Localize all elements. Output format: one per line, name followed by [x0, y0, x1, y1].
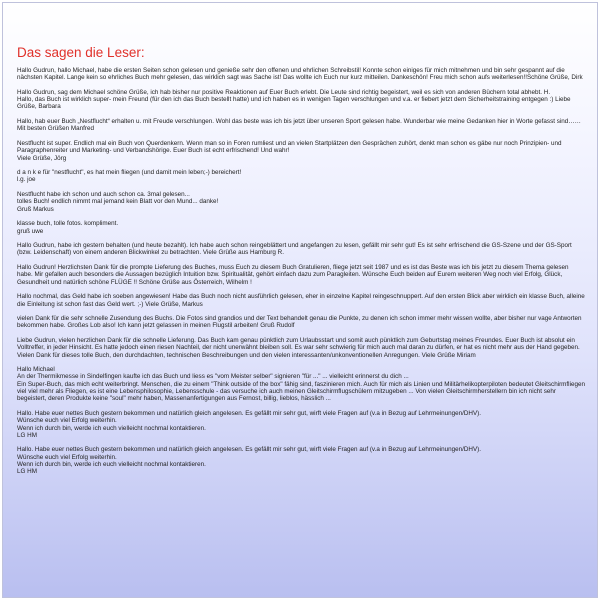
reader-review	[17, 410, 585, 439]
review-text-line: klasse buch, tolle fotos. kompliment.	[17, 220, 119, 228]
review-text-line: Hallo Gudrun, hallo Michael, habe die ersten Seiten schon gelesen und genieße sehr den offenen und ehrlichen Schreibstil! Konnte schon einiges für mich mitnehmen und bin sehr gespannt auf die nächsten Kapitel. Lange kein so ehrliches Buch mehr gelesen, das wirklich sagt was Sache ist! Das wollte ich Euch nur kurz mitteilen. Dankeschön! Freu mich schon aufs weiterlesen!!Schöne Grüße, Dirk	[17, 67, 583, 82]
reader-review	[17, 169, 585, 184]
review-text-line: Gruß Markus	[17, 205, 54, 213]
review-text-line: Hallo, das Buch ist wirklich super- mein Freund (für den ich das Buch bestellt hatte) und ich haben es in wenigen Tagen verschlungen und v.a. er fiebert jetzt dem Sicherheitstraining entgegen :) Liebe Grüße, Barbara	[17, 96, 571, 111]
review-text-line: Hallo, hab euer Buch „Nestflucht“ erhalten u. mit Freude verschlungen. Wohl das beste was ich bis jetzt über unseren Sport gelesen habe. Wunderbar wie meine Gedanken hier in Worte gefasst sind…… Mit besten Grüßen Manfred	[17, 118, 581, 133]
review-text-line: Hallo. Habe euer nettes Buch gestern bekommen und natürlich gleich angelesen. Es gefällt mir sehr gut, wirft viele Fragen auf (v.a in Bezug auf Lehrmeinungen/DHV).	[17, 446, 482, 454]
reader-review	[17, 140, 585, 162]
review-text-line: LG HM	[17, 431, 37, 439]
review-text-line: Nestflucht habe ich schon und auch schon ca. 3mal gelesen...	[17, 191, 190, 199]
review-text-line: Wenn ich durch bin, werde ich euch vielleicht nochmal kontaktieren.	[17, 424, 206, 432]
reader-review	[17, 89, 585, 111]
review-text-line: An der Thermikmesse in Sindelfingen kaufte ich das Buch und liess es "vom Meister selber" signieren "für ..." ... vielleicht erinnerst du dich ...	[17, 373, 409, 381]
review-text-line: Viele Grüße, Jörg	[17, 154, 67, 162]
reader-review	[17, 118, 585, 133]
reviews-list	[17, 67, 585, 476]
review-text-line: l.g. joe	[17, 176, 36, 184]
review-text-line: tolles Buch! endlich nimmt mal jemand kein Blatt vor den Mund... danke!	[17, 198, 219, 206]
reader-review	[17, 315, 585, 330]
review-text-line: gruß uwe	[17, 227, 44, 235]
review-text-line: Wünsche euch viel Erfolg weiterhin.	[17, 453, 117, 461]
reader-review	[17, 293, 585, 308]
review-text-line: Hallo. Habe euer nettes Buch gestern bekommen und natürlich gleich angelesen. Es gefällt mir sehr gut, wirft viele Fragen auf (v.a in Bezug auf Lehrmeinungen/DHV).	[17, 409, 482, 417]
review-text-line: Hallo Gudrun, sag dem Michael schöne Grüße, ich hab bisher nur positive Reaktionen auf Euer Buch erlebt. Die Leute sind richtig begeistert, weil es sich von anderen Büchern total abhebt. H.	[17, 88, 551, 96]
reader-review	[17, 191, 585, 213]
review-text-line: vielen Dank für die sehr schnelle Zusendung des Buchs. Die Fotos sind grandios und der Text behandelt genau die Punkte, zu denen ich schon immer mehr wissen wollte, aber bisher nur vage Antworten bekommen habe. Großes Lob also! Ich kann jetzt gelassen in meinen Flugstil arbeiten! Gruß Rudolf	[17, 315, 582, 330]
reader-review	[17, 220, 585, 235]
reader-review	[17, 242, 585, 257]
reader-review	[17, 337, 585, 359]
reader-review	[17, 366, 585, 402]
testimonials-content	[17, 45, 585, 483]
testimonials-page	[2, 2, 598, 598]
review-text-line: Hallo Michael	[17, 366, 55, 374]
review-text-line: Ein Super-Buch, das mich echt weiterbringt. Menschen, die zu einem "Think outside of the box" fähig sind, faszinieren mich. Auch für mich als Linien und Militärhelikopterpiloten bedeutet Gleitschirmfliegen viel viel mehr als Fliegen, es ist eine Lebensphilosophie, Lebensschule - das versuche ich auch meinen Gleitschirmflugschülern mitzugeben ... Von vielen Gleitschirmherstellern bin ich nicht sehr begeistert, deren Produkte keine "soul" mehr haben, Massenanfertigungen aus Fernost, billig, lieblos, hässlich ...	[17, 380, 585, 403]
review-text-line: LG HM	[17, 468, 37, 476]
review-text-line: Wünsche euch viel Erfolg weiterhin.	[17, 417, 117, 425]
reader-review	[17, 67, 585, 82]
review-text-line: Hallo Gudrun! Herzlichsten Dank für die prompte Lieferung des Buches, muss Euch zu diesem Buch Gratulieren, fliege jetzt seit 1987 und es ist das Beste was ich bis jetzt zu diesem Thema gelesen habe. Mir gefallen auch besonders die Aussagen bezüglich Intuition bzw. Spiritualität, gehört einfach dazu zum Paragleiten. Wünsche Euch beiden auf Eurem weiteren Weg noch viel Erfolg, Glück, Gesundheit und natürlich schöne FLÜGE !! Schöne Grüße aus Österreich, Wilhelm !	[17, 264, 569, 286]
reader-review	[17, 446, 585, 475]
review-text-line: Hallo nochmal, das Geld habe ich soeben angewiesen! Habe das Buch noch nicht ausführlich gelesen, eher in einzelne Kapitel reingeschnuppert. Auf den ersten Blick aber wirklich ein klasse Buch, alleine die Einleitung ist schon fast das Geld wert. ;-) Viele Grüße, Markus	[17, 293, 585, 308]
review-text-line: Nestflucht ist super. Endlich mal ein Buch von Querdenkern. Wenn man so in Foren rumliest und an vielen Startplätzen den Gesprächen zuhört, denkt man schon es gäbe nur noch Prinzipien- und Paragraphenreiter und Marketing- und Verbandshörige. Euer Buch ist echt erfrischend! Und wahr!	[17, 139, 562, 155]
reader-review	[17, 264, 585, 286]
review-text-line: d a n k e für "nestflucht", es hat mein fliegen (und damit mein leben;-) bereichert!	[17, 169, 242, 177]
review-text-line: Wenn ich durch bin, werde ich euch vielleicht nochmal kontaktieren.	[17, 461, 206, 469]
review-text-line: Liebe Gudrun, vielen herzlichen Dank für die schnelle Lieferung. Das Buch kam genau pünktlich zum Urlaubsstart und somit auch pünktlich zum Geburtstag meines Freundes. Euer Buch ist absolut ein Volltreffer, in jeder Hinsicht. Es hatte jedoch einen riesen Nachteil, der nicht unerwähnt bleiben soll. Es war sehr schwierig für mich auch mal daran zu dürfen, er hat es nicht mehr aus der Hand gegeben. Vielen Dank für dieses tolle Buch, den durchdachten, technischen Beschreibungen und den vielen interessanten/unkonventionellen Anregungen. Viele Grüße Miriam	[17, 336, 580, 359]
review-text-line: Hallo Gudrun, habe ich gestern behalten (und heute bezahlt). Ich habe auch schon reingeblättert und angefangen zu lesen, gefällt mir sehr gut! Es ist sehr erfrischend die GS-Szene und der GS-Sport (bzw. Leidenschaft) von einem anderen Blickwinkel zu betrachten. Viele Grüße aus Hamburg R.	[17, 242, 572, 257]
page-title: Das sagen die Leser:	[17, 45, 145, 60]
